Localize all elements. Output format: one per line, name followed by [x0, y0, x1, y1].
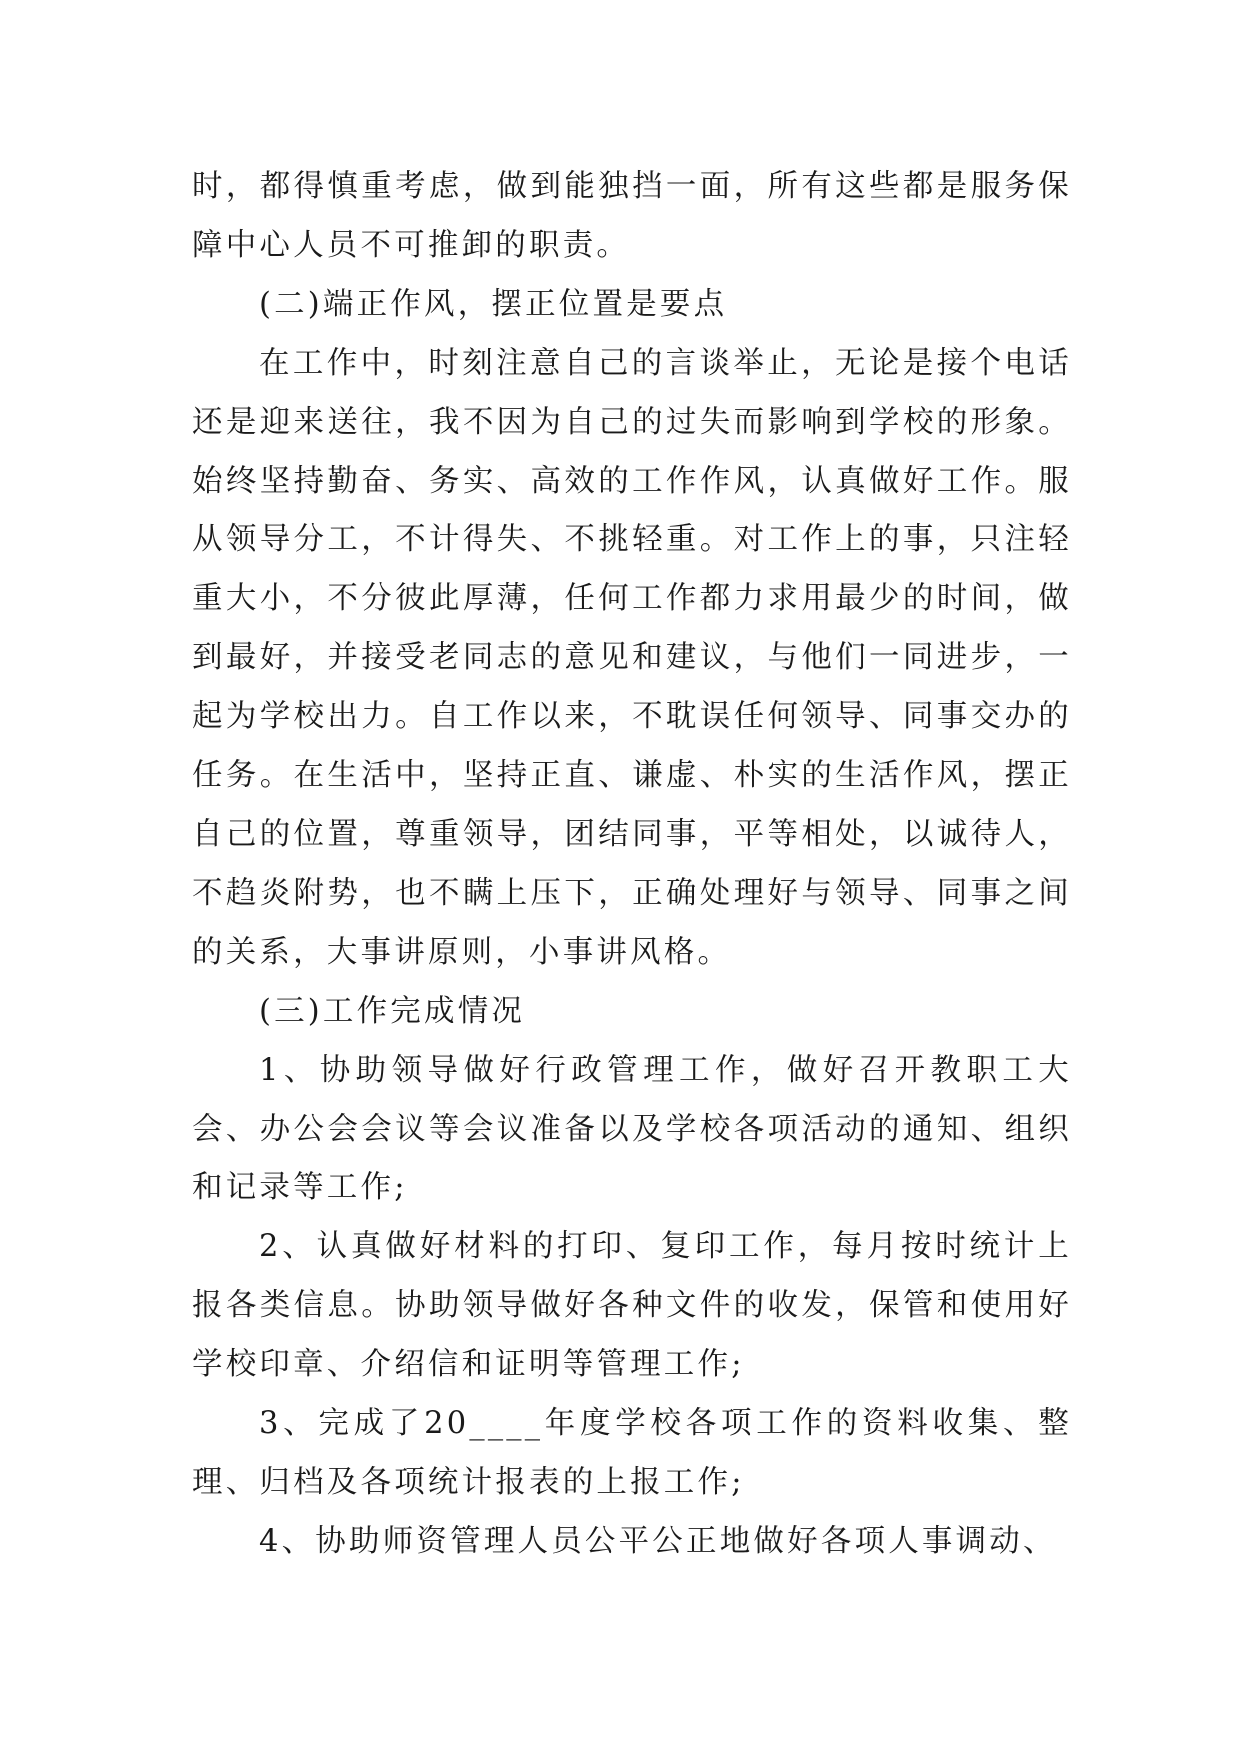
- paragraph-continuation: 时，都得慎重考虑，做到能独挡一面，所有这些都是服务保障中心人员不可推卸的职责。: [192, 169, 1072, 263]
- document-body: [192, 158, 1072, 1572]
- list-item-2: 2、认真做好材料的打印、复印工作，每月按时统计上报各类信息。协助领导做好各种文件的收发，保管和使用好学校印章、介绍信和证明等管理工作;: [192, 1229, 1072, 1383]
- section-heading-3: (三)工作完成情况: [259, 993, 526, 1029]
- paragraph-work-style: 在工作中，时刻注意自己的言谈举止，无论是接个电话还是迎来送往，我不因为自己的过失而影响到学校的形象。始终坚持勤奋、务实、高效的工作作风，认真做好工作。服从领导分工，不计得失、不挑轻重。对工作上的事，只注轻重大小，不分彼此厚薄，任何工作都力求用最少的时间，做到最好，并接受老同志的意见和建议，与他们一同进步，一起为学校出力。自工作以来，不耽误任何领导、同事交办的任务。在生活中，坚持正直、谦虚、朴实的生活作风，摆正自己的位置，尊重领导，团结同事，平等相处，以诚待人，不趋炎附势，也不瞒上压下，正确处理好与领导、同事之间的关系，大事讲原则，小事讲风格。: [192, 345, 1072, 970]
- list-item-3: 3、完成了20____年度学校各项工作的资料收集、整理、归档及各项统计报表的上报工作;: [192, 1406, 1072, 1500]
- list-item-1: 1、协助领导做好行政管理工作，做好召开教职工大会、办公会会议等会议准备以及学校各项活动的通知、组织和记录等工作;: [192, 1052, 1072, 1206]
- section-heading-2: (二)端正作风，摆正位置是要点: [259, 286, 728, 322]
- list-item-4: 4、协助师资管理人员公平公正地做好各项人事调动、: [259, 1523, 1057, 1559]
